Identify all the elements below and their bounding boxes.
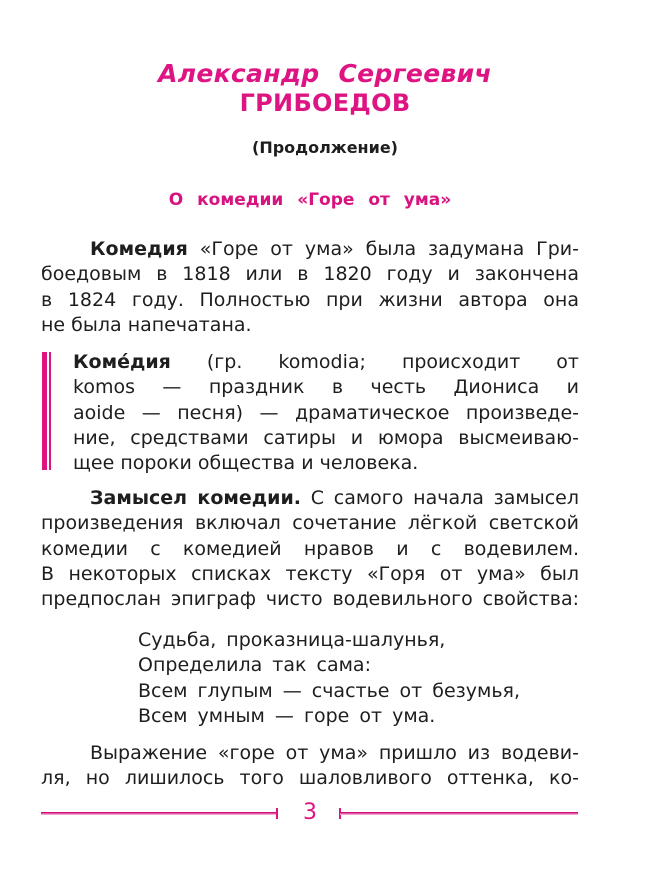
paragraph-line: в 1824 году. Полностью при жизни автора она	[41, 288, 579, 311]
footer-rule-right	[340, 812, 578, 815]
paragraph-line: произведения включал сочетание лёгкой светской	[41, 512, 579, 535]
paragraph-line: Замысел комедии. С самого начала замысел	[90, 487, 579, 509]
paragraph-comedy-concept	[41, 486, 579, 612]
continuation-label: (Продолжение)	[252, 138, 398, 157]
epigraph-poem	[138, 628, 520, 729]
paragraph-line: В некоторых списках тексту «Горя от ума» был	[41, 562, 579, 585]
page-number: 3	[303, 800, 317, 825]
definition-accent-bar	[42, 352, 47, 470]
paragraph-expression	[41, 741, 579, 792]
definition-line: aoide — песня) — драматическое произведе-	[73, 401, 579, 424]
paragraph-line: Комедия «Горе от ума» была задумана Гри-	[90, 238, 579, 260]
paragraph-comedy-history	[41, 237, 579, 338]
lead-term: Комедия	[90, 238, 188, 260]
paragraph-line: комедии с комедией нравов и с водевилем.	[41, 537, 579, 560]
paragraph-line: ля, но лишилось того шаловливого оттенка, ко-	[41, 767, 579, 790]
author-name: Александр Сергеевич	[158, 59, 492, 88]
poem-line: Судьба, проказница-шалунья,	[138, 629, 446, 651]
paragraph-line: не была напечатана.	[41, 313, 252, 336]
definition-line: ние, средствами сатиры и юмора высмеиваю-	[73, 426, 579, 449]
definition-term: Коме́дия	[73, 351, 171, 373]
poem-line: Определила так сама:	[138, 654, 371, 677]
footer-rule-left	[41, 812, 277, 815]
footer-rule-tick-left	[276, 808, 278, 819]
definition-text	[73, 350, 579, 476]
paragraph-line: Выражение «горе от ума» пришло из водеви-	[90, 742, 579, 764]
definition-box	[41, 350, 579, 475]
author-surname: ГРИБОЕДОВ	[239, 89, 411, 117]
definition-line: komos — праздник в честь Диониса и	[73, 376, 579, 399]
paragraph-line: боедовым в 1818 или в 1820 году и закончена	[41, 263, 579, 286]
poem-line: Всем глупым — счастье от безумья,	[138, 679, 520, 702]
paragraph-line: предпослан эпиграф чисто водевильного свойства:	[41, 588, 579, 611]
definition-line: щее пороки общества и человека.	[73, 452, 419, 475]
section-heading: О комедии «Горе от ума»	[168, 190, 452, 210]
lead-term: Замысел комедии.	[90, 487, 301, 509]
definition-accent-bar-thin	[49, 352, 51, 470]
poem-line: Всем умным — горе от ума.	[138, 704, 436, 727]
definition-line: Коме́дия (гр. komodia; происходит от	[73, 351, 579, 373]
